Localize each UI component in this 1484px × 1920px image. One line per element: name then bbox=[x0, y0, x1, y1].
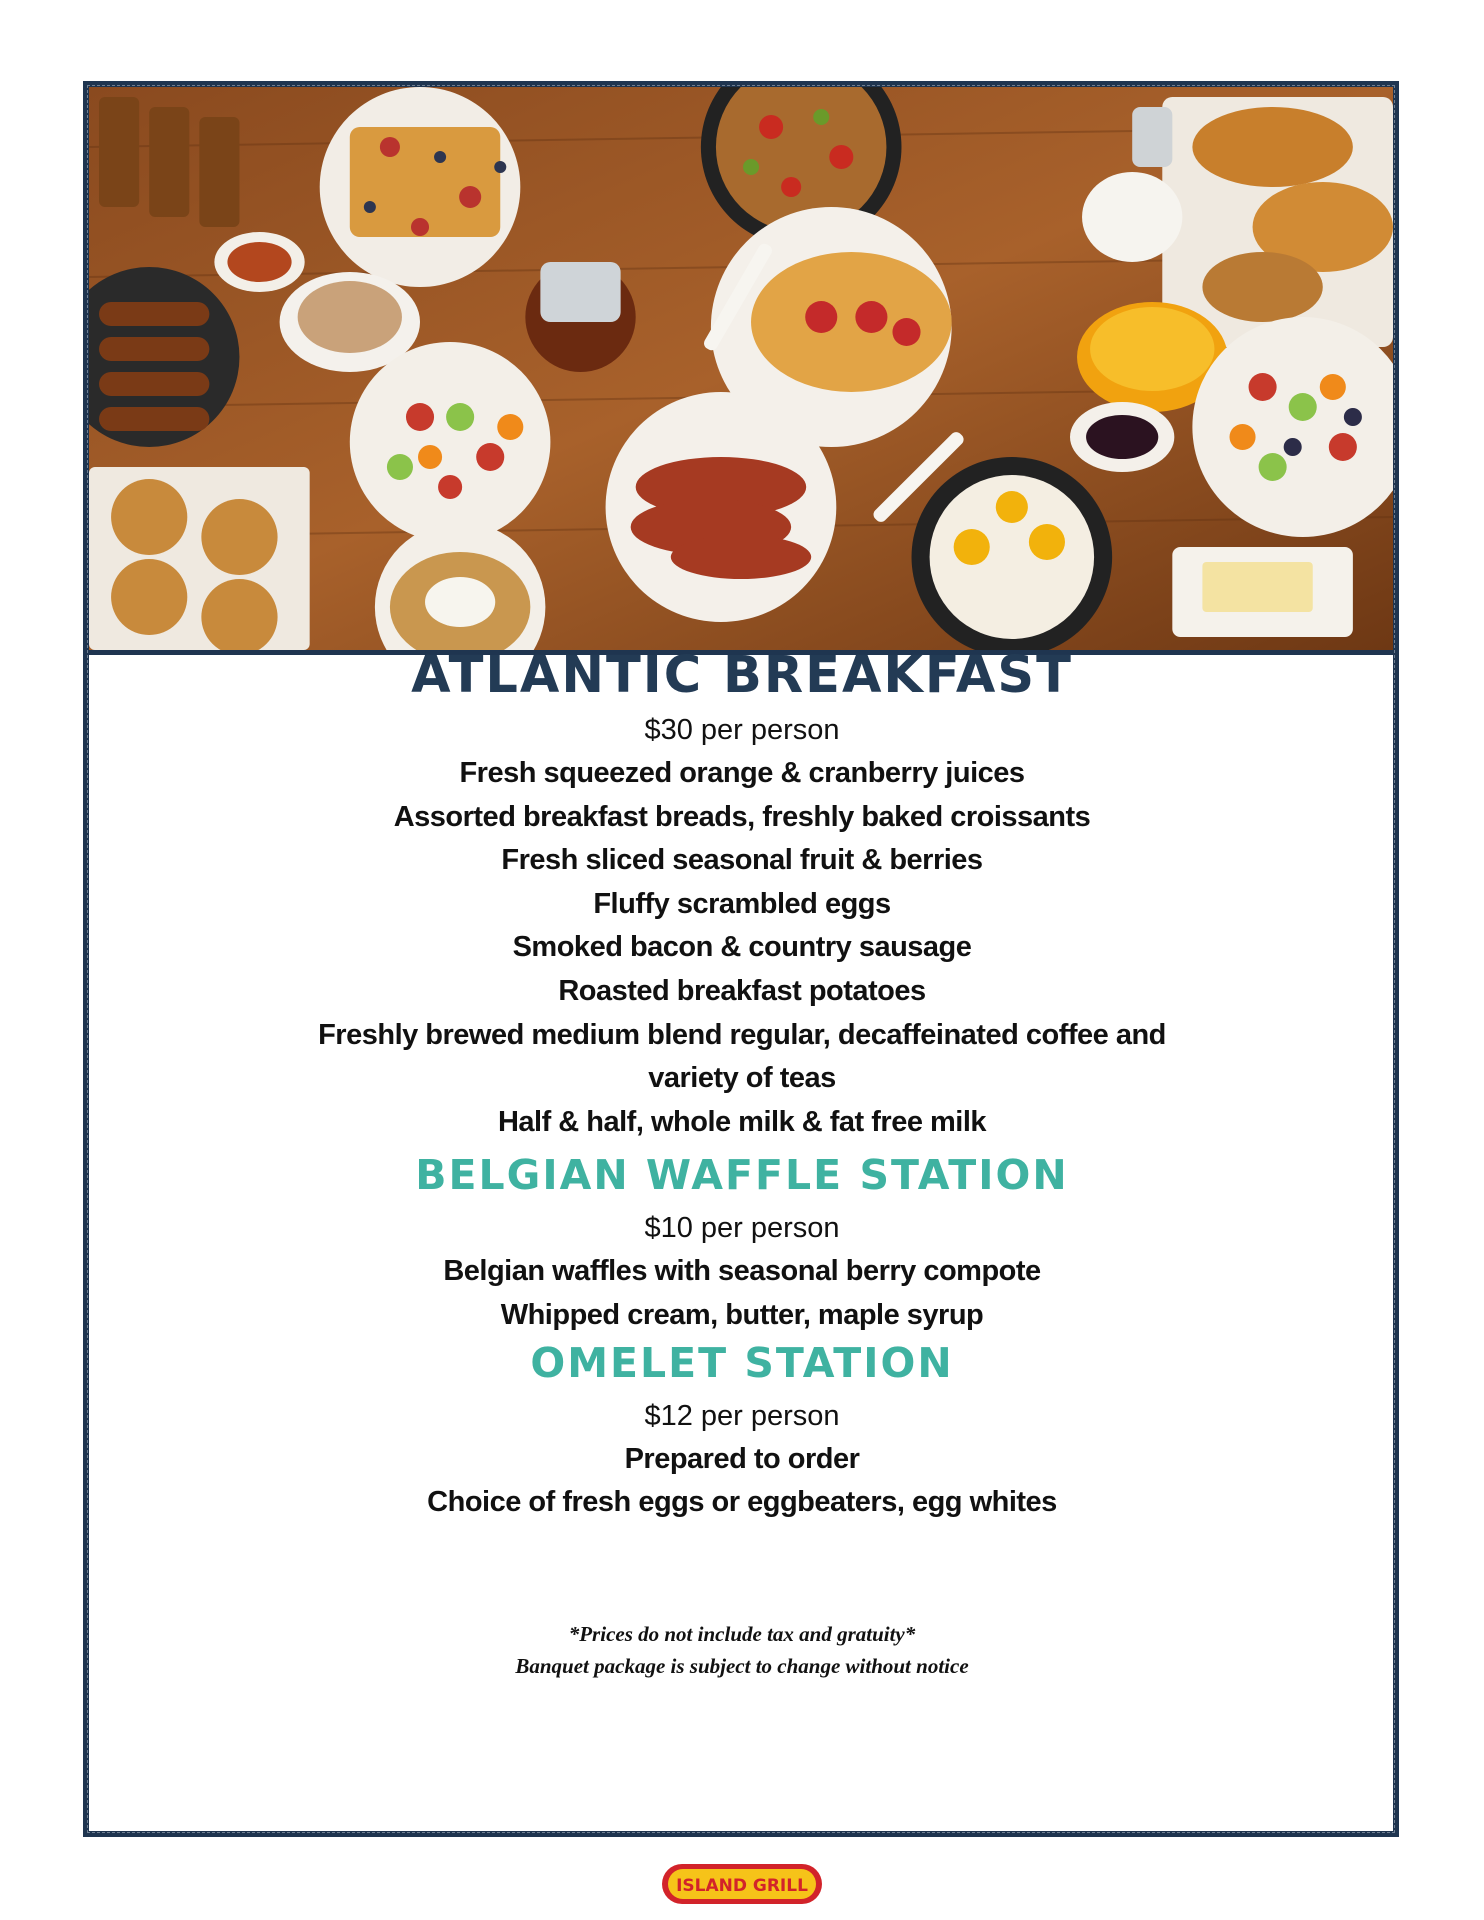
list-item: Half & half, whole milk & fat free milk bbox=[497, 1105, 987, 1138]
prices-note: *Prices do not include tax and gratuity* bbox=[568, 1622, 916, 1646]
island-grill-logo bbox=[660, 1862, 824, 1906]
list-item: Smoked bacon & country sausage bbox=[512, 931, 972, 964]
list-item: Assorted breakfast breads, freshly baked croissants bbox=[393, 800, 1091, 833]
list-item: variety of teas bbox=[648, 1062, 836, 1095]
breakfast-illustration bbox=[89, 87, 1393, 650]
atlantic-breakfast-title: ATLANTIC BREAKFAST bbox=[411, 646, 1073, 705]
list-item: Freshly brewed medium blend regular, decaffeinated coffee and bbox=[318, 1018, 1166, 1051]
omelet-station-title: OMELET STATION bbox=[530, 1338, 954, 1387]
list-item: Fresh squeezed orange & cranberry juices bbox=[459, 757, 1025, 789]
list-item: Fluffy scrambled eggs bbox=[593, 887, 891, 920]
list-item: Whipped cream, butter, maple syrup bbox=[500, 1298, 984, 1331]
footnotes bbox=[0, 1618, 1484, 1682]
waffle-price: $10 per person bbox=[644, 1212, 840, 1245]
omelet-price: $12 per person bbox=[644, 1399, 840, 1432]
breakfast-buffet-photo bbox=[89, 87, 1393, 655]
atlantic-price: $30 per person bbox=[644, 714, 840, 746]
change-note: Banquet package is subject to change without notice bbox=[515, 1654, 969, 1678]
list-item: Choice of fresh eggs or eggbeaters, egg whites bbox=[427, 1486, 1057, 1519]
list-item: Fresh sliced seasonal fruit & berries bbox=[501, 844, 983, 877]
logo-text: ISLAND GRILL bbox=[676, 1876, 808, 1896]
list-item: Prepared to order bbox=[624, 1442, 860, 1475]
list-item: Roasted breakfast potatoes bbox=[558, 974, 926, 1007]
list-item: Belgian waffles with seasonal berry compote bbox=[443, 1255, 1041, 1288]
menu-content bbox=[0, 646, 1484, 1525]
belgian-waffle-title: BELGIAN WAFFLE STATION bbox=[415, 1151, 1069, 1200]
